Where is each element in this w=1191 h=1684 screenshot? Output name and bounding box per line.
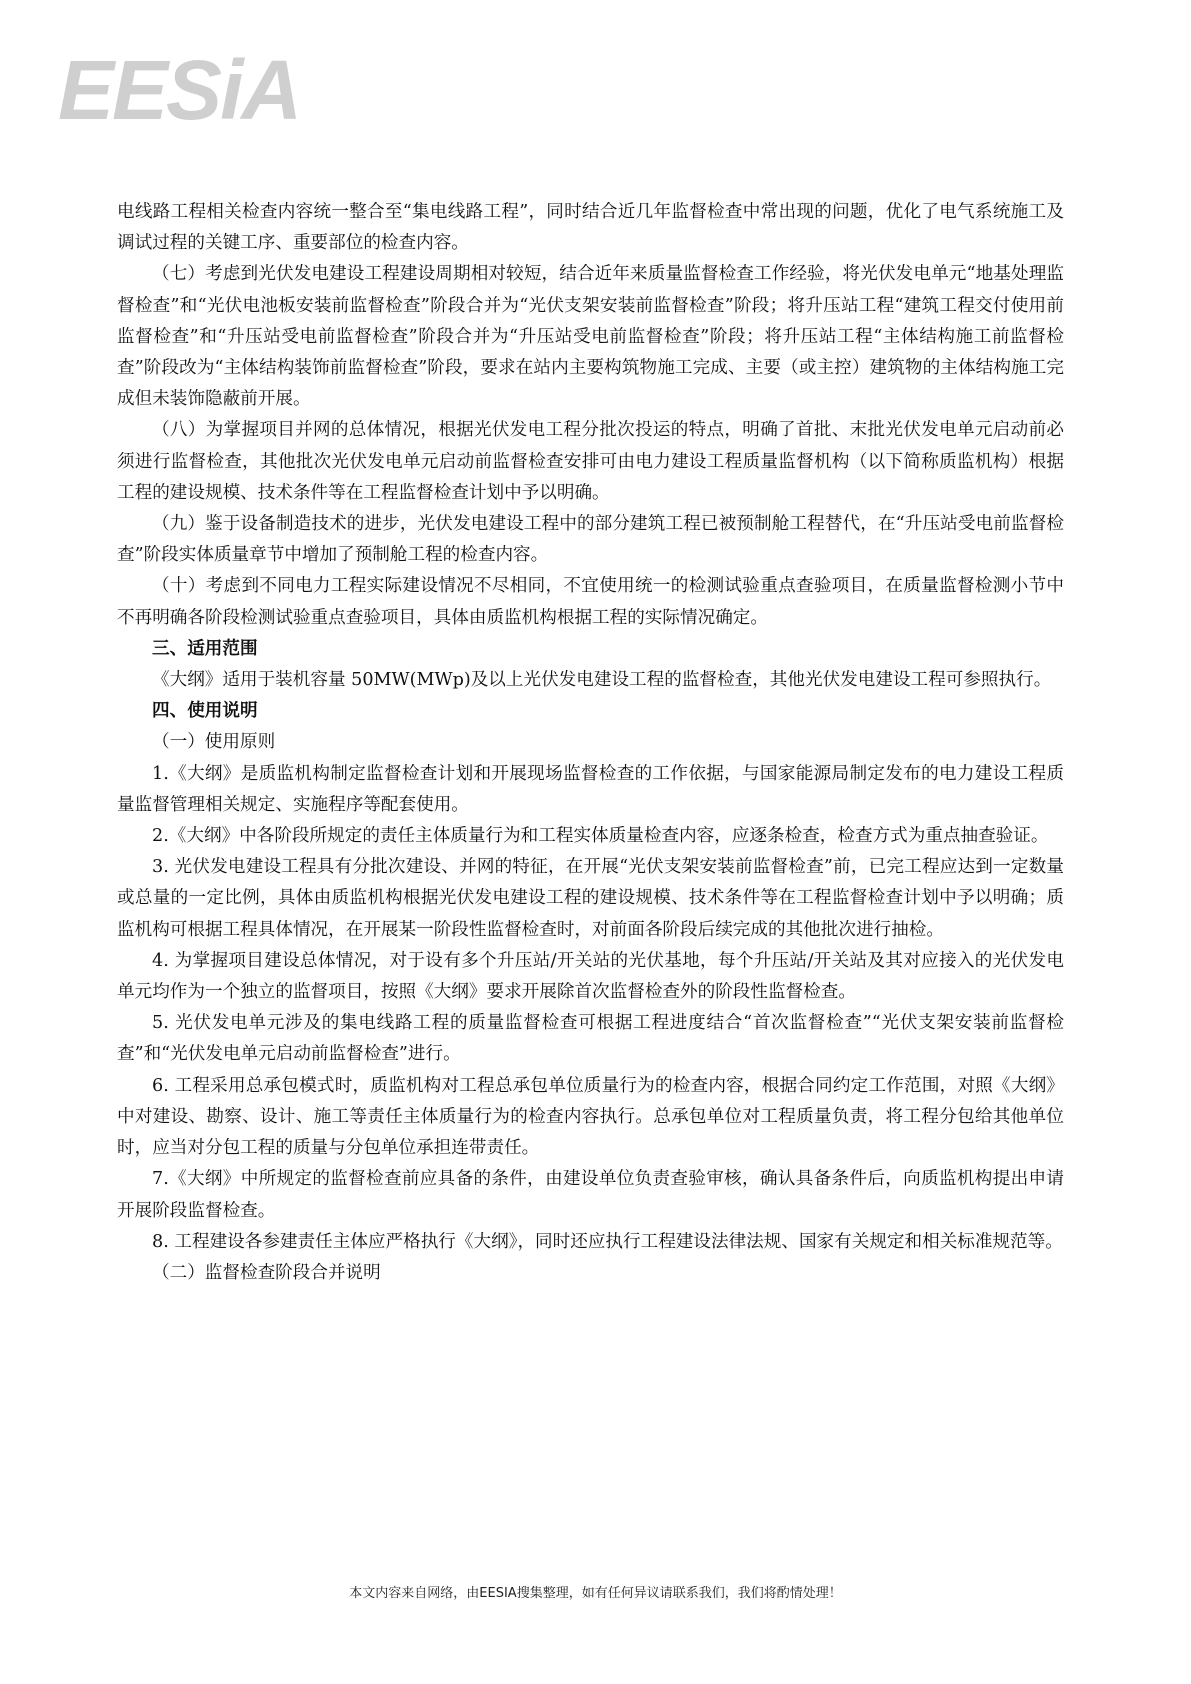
paragraph: （八）为掌握项目并网的总体情况，根据光伏发电工程分批次投运的特点，明确了首批、末批光伏发电单元启动前必须进行监督检查，其他批次光伏发电单元启动前监督检查安排可由电力建设工程质量监督机构（以下简称质监机构）根据工程的建设规模、技术条件等在工程监督检查计划中予以明确。 — [117, 420, 1064, 503]
paragraph: 4. 为掌握项目建设总体情况，对于设有多个升压站/开关站的光伏基地，每个升压站/开关站及其对应接入的光伏发电单元均作为一个独立的监督项目，按照《大纲》要求开展除首次监督检查外的阶段性监督检查。 — [117, 950, 1064, 1003]
paragraph: 5. 光伏发电单元涉及的集电线路工程的质量监督检查可根据工程进度结合“首次监督检查”“光伏支架安装前监督检查”和“光伏发电单元启动前监督检查”进行。 — [117, 1013, 1064, 1065]
paragraph: 1.《大纲》是质监机构制定监督检查计划和开展现场监督检查的工作依据，与国家能源局制定发布的电力建设工程质量监督管理相关规定、实施程序等配套使用。 — [117, 763, 1064, 815]
document-body — [117, 197, 1064, 1289]
paragraph: （九）鉴于设备制造技术的进步，光伏发电建设工程中的部分建筑工程已被预制舱工程替代，在“升压站受电前监督检查”阶段实体质量章节中增加了预制舱工程的检查内容。 — [117, 514, 1064, 566]
section-heading: 三、适用范围 — [152, 638, 258, 659]
paragraph: （七）考虑到光伏发电建设工程建设周期相对较短，结合近年来质量监督检查工作经验，将光伏发电单元“地基处理监督检查”和“光伏电池板安装前监督检查”阶段合并为“光伏支架安装前监督检查”阶段；将升压站工程“建筑工程交付使用前监督检查”和“升压站受电前监督检查”阶段合并为“升压站受电前监督检查”阶段；将升压站工程“主体结构施工前监督检查”阶段改为“主体结构装饰前监督检查”阶段，要求在站内主要构筑物施工完成、主要（或主控）建筑物的主体结构施工完成但未装饰隐蔽前开展。 — [117, 264, 1064, 410]
paragraph: 7.《大纲》中所规定的监督检查前应具备的条件，由建设单位负责查验审核，确认具备条件后，向质监机构提出申请开展阶段监督检查。 — [117, 1169, 1064, 1221]
page-footer: 本文内容来自网络，由EESIA搜集整理，如有任何异议请联系我们，我们将酌情处理！ — [349, 1586, 842, 1601]
subsection-heading: （一）使用原则 — [152, 732, 276, 753]
paragraph: （十）考虑到不同电力工程实际建设情况不尽相同，不宜使用统一的检测试验重点查验项目，在质量监督检测小节中不再明确各阶段检测试验重点查验项目，具体由质监机构根据工程的实际情况确定。 — [117, 576, 1064, 628]
subsection-heading: （二）监督检查阶段合并说明 — [152, 1262, 381, 1283]
paragraph: 电线路工程相关检查内容统一整合至“集电线路工程”，同时结合近几年监督检查中常出现的问题，优化了电气系统施工及调试过程的关键工序、重要部位的检查内容。 — [117, 202, 1064, 254]
paragraph: 8. 工程建设各参建责任主体应严格执行《大纲》，同时还应执行工程建设法律法规、国家有关规定和相关标准规范等。 — [152, 1231, 1063, 1252]
paragraph: 3. 光伏发电建设工程具有分批次建设、并网的特征，在开展“光伏支架安装前监督检查”前，已完工程应达到一定数量或总量的一定比例，具体由质监机构根据光伏发电建设工程的建设规模、技术条件等在工程监督检查计划中予以明确；质监机构可根据工程具体情况，在开展某一阶段性监督检查时，对前面各阶段后续完成的其他批次进行抽检。 — [117, 857, 1064, 940]
paragraph: 6. 工程采用总承包模式时，质监机构对工程总承包单位质量行为的检查内容，根据合同约定工作范围，对照《大纲》中对建设、勘察、设计、施工等责任主体质量行为的检查内容执行。总承包单位对工程质量负责，将工程分包给其他单位时，应当对分包工程的质量与分包单位承担连带责任。 — [117, 1075, 1064, 1159]
eesia-logo: EESiA — [58, 43, 301, 137]
section-heading: 四、使用说明 — [152, 701, 258, 722]
paragraph: 《大纲》适用于装机容量 50MW(MWp)及以上光伏发电建设工程的监督检查，其他光伏发电建设工程可参照执行。 — [152, 670, 1052, 691]
paragraph: 2.《大纲》中各阶段所规定的责任主体质量行为和工程实体质量检查内容，应逐条检查，检查方式为重点抽查验证。 — [152, 826, 1049, 847]
